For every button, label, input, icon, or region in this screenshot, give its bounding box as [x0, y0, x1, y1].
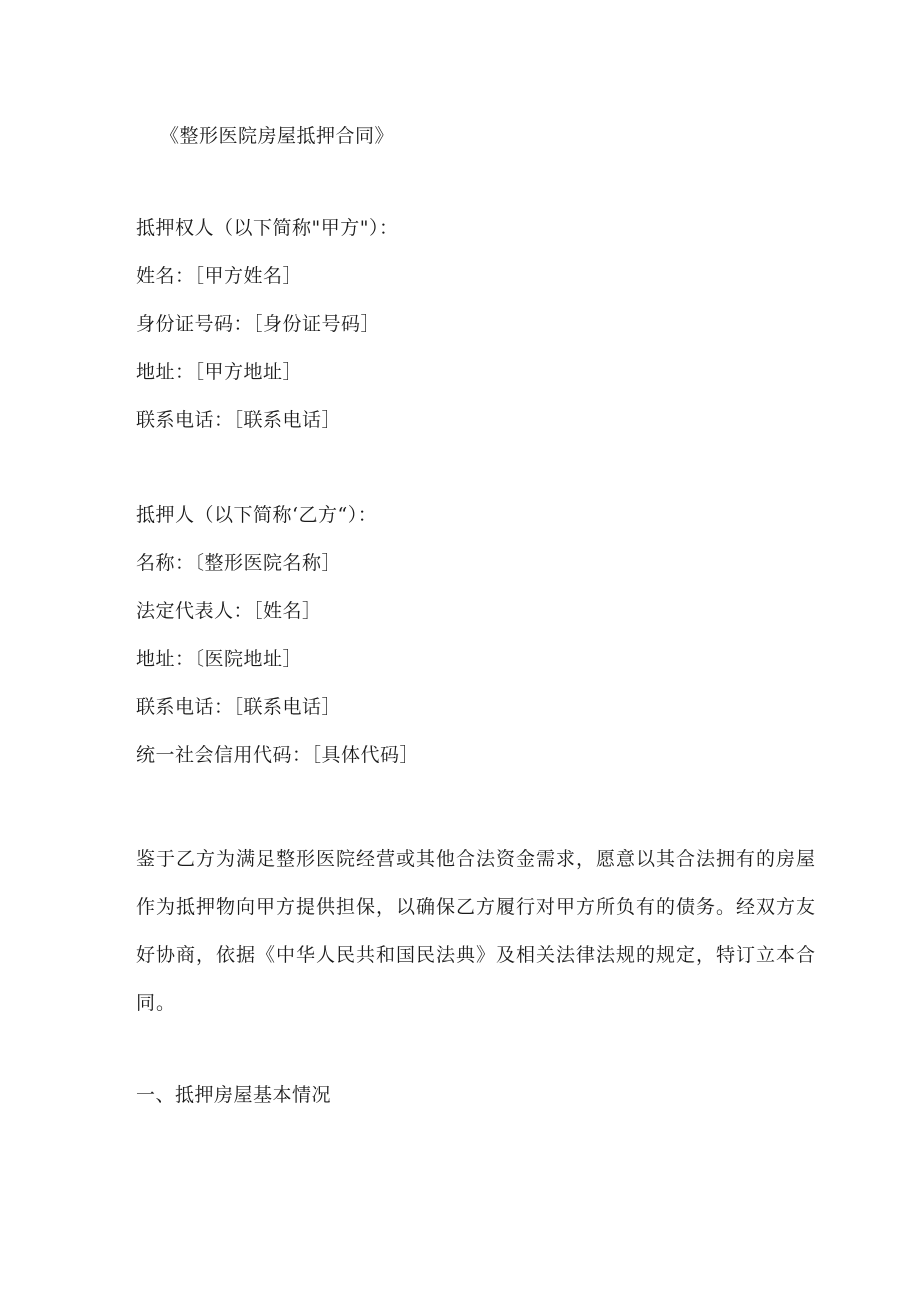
party-a-phone: 联系电话：［联系电话］ [136, 409, 342, 431]
preamble-paragraph [136, 835, 817, 1027]
party-b-address: 地址：〔医院地址］ [136, 648, 303, 670]
section-1-heading: 一、抵押房屋基本情况 [136, 1084, 332, 1106]
party-a-address: 地址：［甲方地址］ [136, 361, 303, 383]
party-a-id: 身份证号码：［身份证号码］ [136, 313, 381, 335]
party-a-name: 姓名：［甲方姓名］ [136, 265, 303, 287]
document-title: 《整形医院房屋抵押合同》 [160, 125, 395, 147]
party-a-heading: 抵押权人（以下简称"甲方"）： [136, 217, 399, 239]
preamble-line: 好协商，依据《中华人民共和国民法典》及相关法律法规的规定，特订立本合 [136, 944, 817, 966]
party-b-phone: 联系电话：［联系电话］ [136, 696, 342, 718]
preamble-line: 鉴于乙方为满足整形医院经营或其他合法资金需求，愿意以其合法拥有的房屋 [136, 848, 817, 870]
preamble-line: 作为抵押物向甲方提供担保，以确保乙方履行对甲方所负有的债务。经双方友 [136, 896, 817, 918]
party-b-legal-rep: 法定代表人：［姓名］ [136, 600, 322, 622]
party-b-heading: 抵押人（以下简称‘乙方“）： [136, 504, 378, 526]
party-b-credit-code: 统一社会信用代码：［具体代码］ [136, 744, 420, 766]
party-b-name: 名称：〔整形医院名称］ [136, 552, 342, 574]
preamble-line: 同。 [136, 992, 177, 1014]
